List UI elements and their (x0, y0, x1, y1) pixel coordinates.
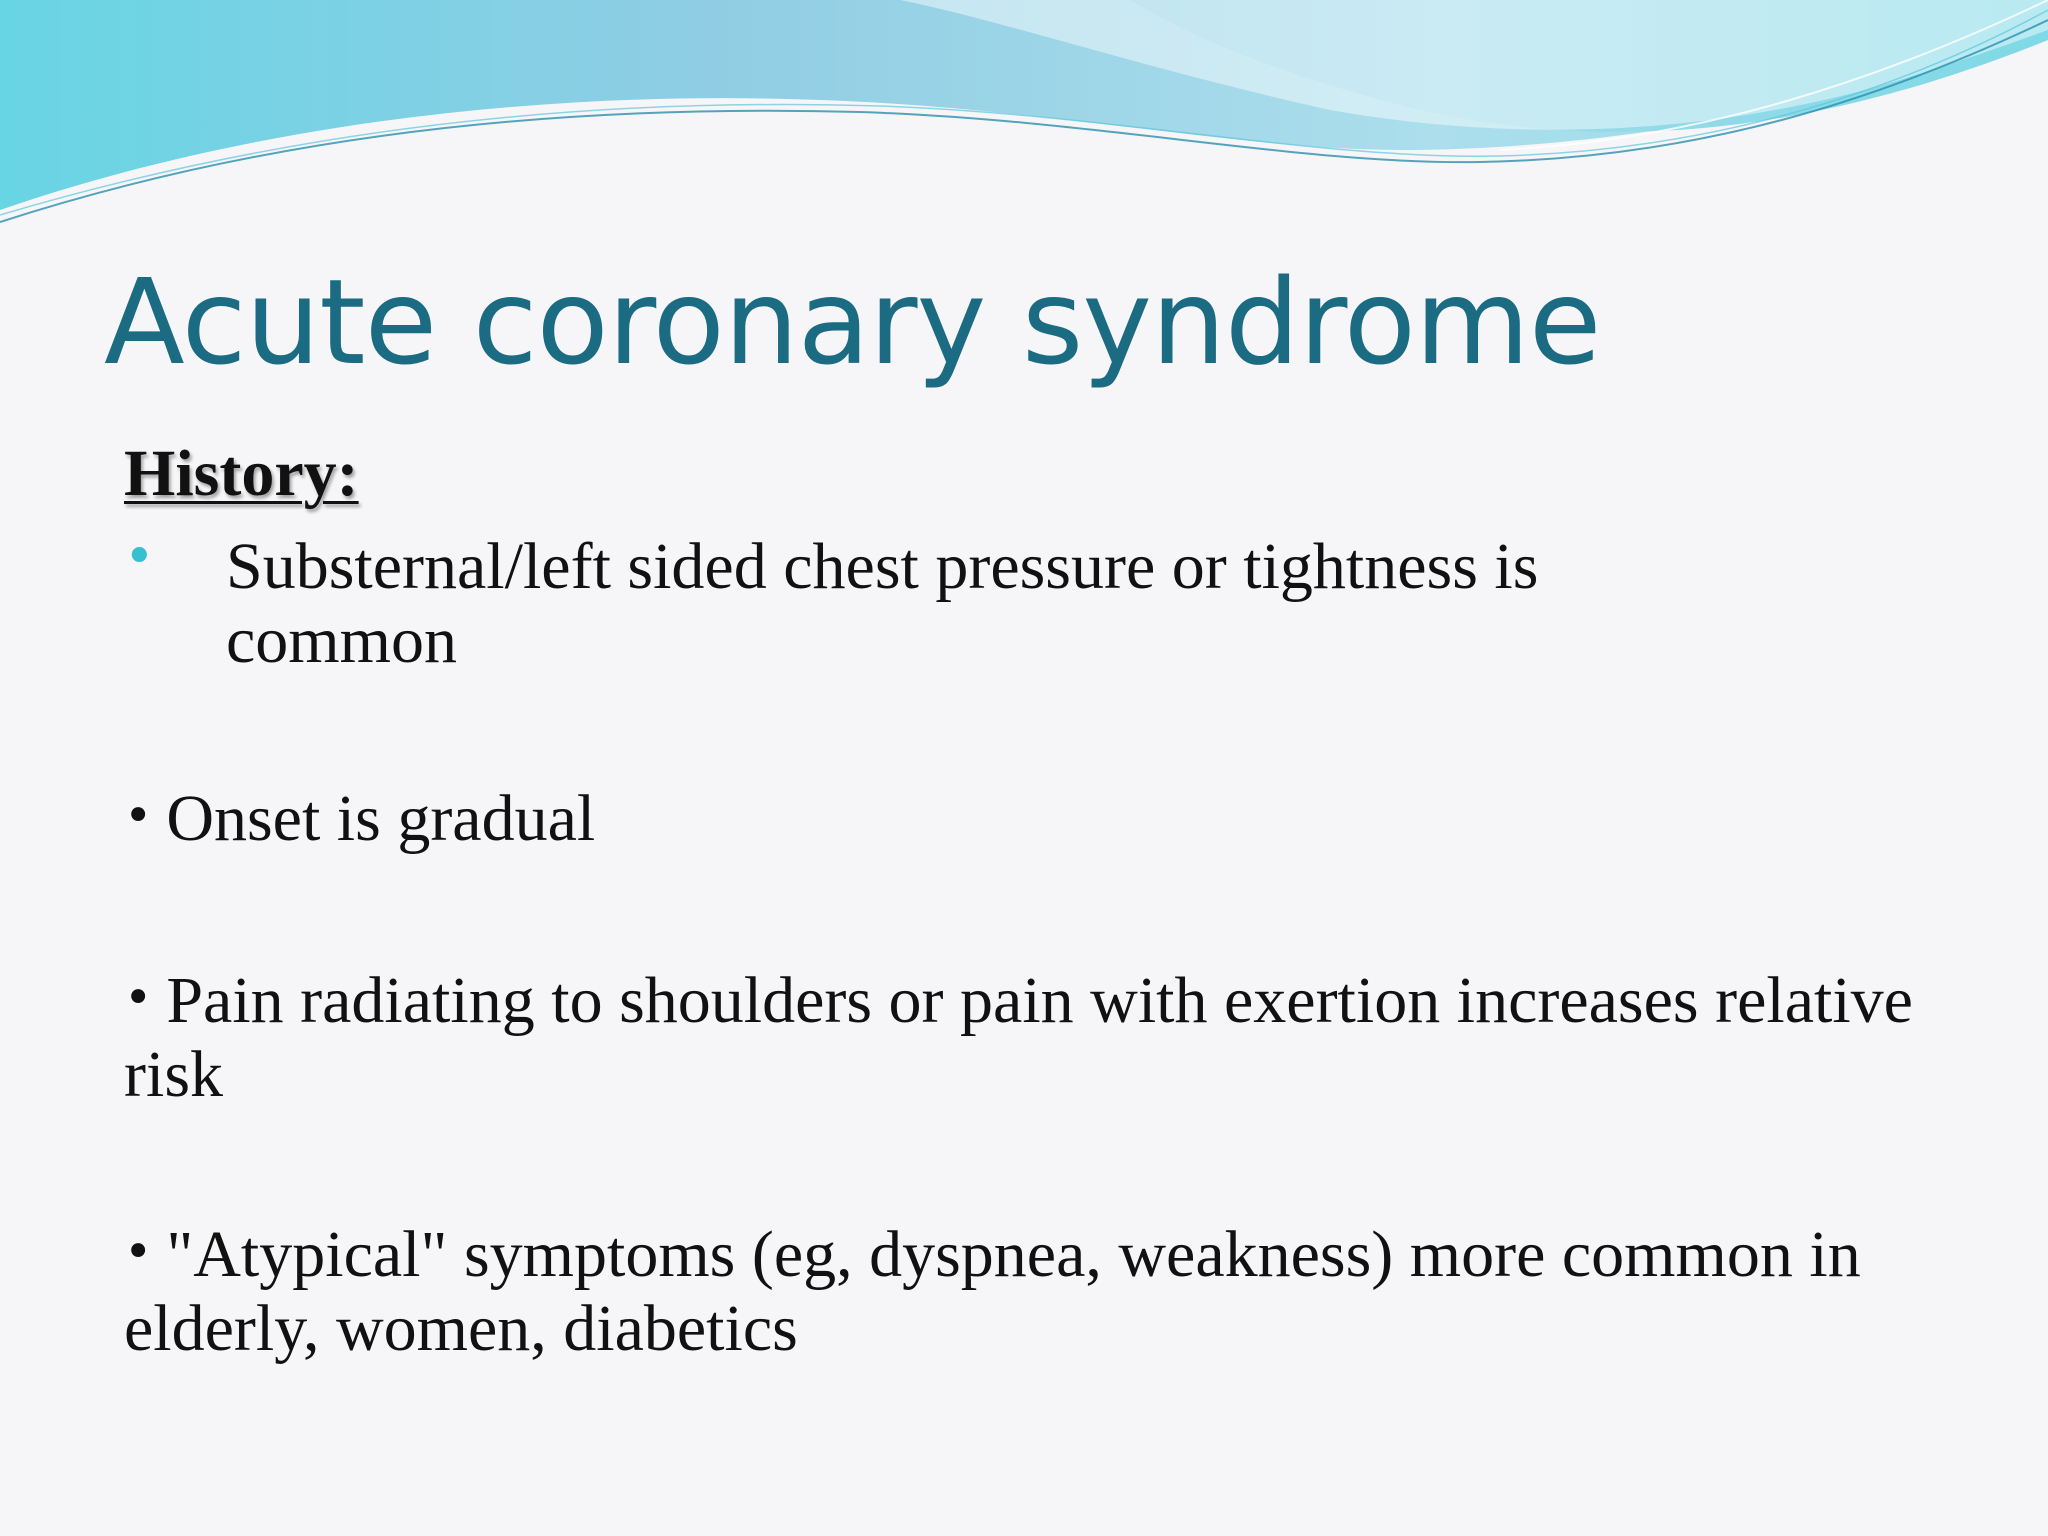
bullet-dot-icon: • (124, 788, 153, 844)
bullet-item (124, 527, 1764, 678)
bullet-dot-icon: • (124, 1224, 153, 1280)
section-heading: History: (124, 437, 359, 510)
bullet-text: Pain radiating to shoulders or pain with exertion increases relative risk (124, 964, 1913, 1111)
bullet-text: "Atypical" symptoms (eg, dyspnea, weakness) more common in elderly, women, diabetics (124, 1218, 1861, 1365)
bullet-item (124, 964, 1924, 1112)
bullet-item (124, 1218, 1924, 1366)
bullet-dot-icon: • (124, 970, 153, 1026)
bullet-dot-icon: • (124, 527, 155, 587)
slide-title: Acute coronary syndrome (104, 253, 1601, 391)
bullet-item (124, 782, 1924, 856)
bullet-text: Substernal/left sided chest pressure or tightness is common (226, 530, 1539, 677)
wave-header-decoration (0, 0, 2048, 240)
bullet-text: Onset is gradual (166, 782, 596, 855)
